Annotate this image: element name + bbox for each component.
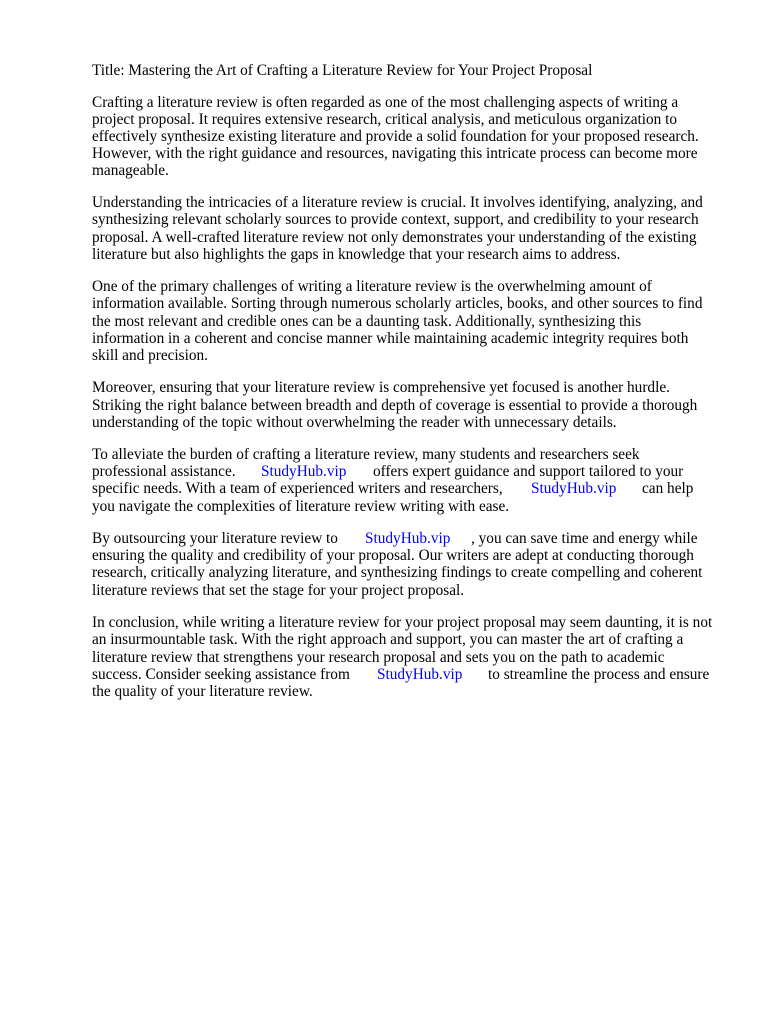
paragraph-6-line-4: literature reviews that set the stage for your project proposal.: [92, 582, 465, 599]
paragraph-5-line-4: you navigate the complexities of literature review writing with ease.: [92, 498, 510, 515]
paragraph-1-line-5: manageable.: [92, 162, 169, 179]
paragraph-6-line-1-text-after: , you can save time and energy while: [471, 530, 698, 547]
paragraph-1-line-4: However, with the right guidance and resources, navigating this intricate process can become more: [92, 145, 698, 162]
document-title: Title: Mastering the Art of Crafting a Literature Review for Your Project Proposal: [92, 62, 593, 79]
studyhub-link[interactable]: StudyHub.vip: [365, 530, 451, 547]
paragraph-3-line-1: One of the primary challenges of writing a literature review is the overwhelming amount of: [92, 278, 652, 295]
paragraph-5-line-2: [92, 463, 712, 480]
paragraph-1-line-2: project proposal. It requires extensive research, critical analysis, and meticulous organization to: [92, 111, 678, 128]
studyhub-link[interactable]: StudyHub.vip: [531, 480, 617, 497]
paragraph-6-line-2: ensuring the quality and credibility of your proposal. Our writers are adept at conducting thorough: [92, 547, 694, 564]
paragraph-5-line-3-text-before: specific needs. With a team of experienced writers and researchers,: [92, 480, 503, 497]
paragraph-7-line-4: [92, 666, 712, 683]
paragraph-5-line-2-text-before: professional assistance.: [92, 463, 236, 480]
paragraph-2-line-1: Understanding the intricacies of a literature review is crucial. It involves identifying, analyzing, and: [92, 194, 703, 211]
paragraph-7-line-5: the quality of your literature review.: [92, 683, 313, 700]
paragraph-6-line-3: research, critically analyzing literature, and synthesizing findings to create compelling and coherent: [92, 564, 703, 581]
paragraph-2-line-2: synthesizing relevant scholarly sources to provide context, support, and credibility to your research: [92, 211, 699, 228]
studyhub-link[interactable]: StudyHub.vip: [261, 463, 347, 480]
paragraph-5-line-1: To alleviate the burden of crafting a literature review, many students and researchers seek: [92, 446, 640, 463]
paragraph-2-line-4: literature but also highlights the gaps in knowledge that your research aims to address.: [92, 246, 621, 263]
paragraph-7-line-2: an insurmountable task. With the right approach and support, you can master the art of crafting a: [92, 631, 684, 648]
paragraph-3-line-4: information in a coherent and concise manner while maintaining academic integrity requires both: [92, 330, 689, 347]
studyhub-link[interactable]: StudyHub.vip: [377, 666, 463, 683]
paragraph-2-line-3: proposal. A well-crafted literature review not only demonstrates your understanding of the existing: [92, 229, 697, 246]
paragraph-4-line-1: Moreover, ensuring that your literature review is comprehensive yet focused is another hurdle.: [92, 379, 670, 396]
paragraph-3-line-3: the most relevant and credible ones can be a daunting task. Additionally, synthesizing this: [92, 313, 642, 330]
paragraph-5-line-3: [92, 480, 712, 497]
paragraph-7-line-3: literature review that strengthens your research proposal and sets you on the path to academic: [92, 649, 665, 666]
paragraph-1-line-1: Crafting a literature review is often regarded as one of the most challenging aspects of writing a: [92, 94, 679, 111]
paragraph-7-line-1: In conclusion, while writing a literature review for your project proposal may seem daunting, it is not: [92, 614, 713, 631]
paragraph-3-line-2: information available. Sorting through numerous scholarly articles, books, and other sources to find: [92, 295, 703, 312]
paragraph-6-line-1: [92, 530, 712, 547]
paragraph-7-line-4-text-after: to streamline the process and ensure: [488, 666, 710, 683]
paragraph-4-line-2: Striking the right balance between breadth and depth of coverage is essential to provide a thorough: [92, 397, 698, 414]
paragraph-1-line-3: effectively synthesize existing literature and provide a solid foundation for your proposed research.: [92, 128, 699, 145]
paragraph-3-line-5: skill and precision.: [92, 347, 208, 364]
paragraph-5-line-3-text-after: can help: [642, 480, 694, 497]
paragraph-4-line-3: understanding of the topic without overwhelming the reader with unnecessary details.: [92, 414, 617, 431]
paragraph-5-line-2-text-after: offers expert guidance and support tailored to your: [373, 463, 684, 480]
paragraph-7-line-4-text-before: success. Consider seeking assistance from: [92, 666, 350, 683]
paragraph-6-line-1-text-before: By outsourcing your literature review to: [92, 530, 338, 547]
